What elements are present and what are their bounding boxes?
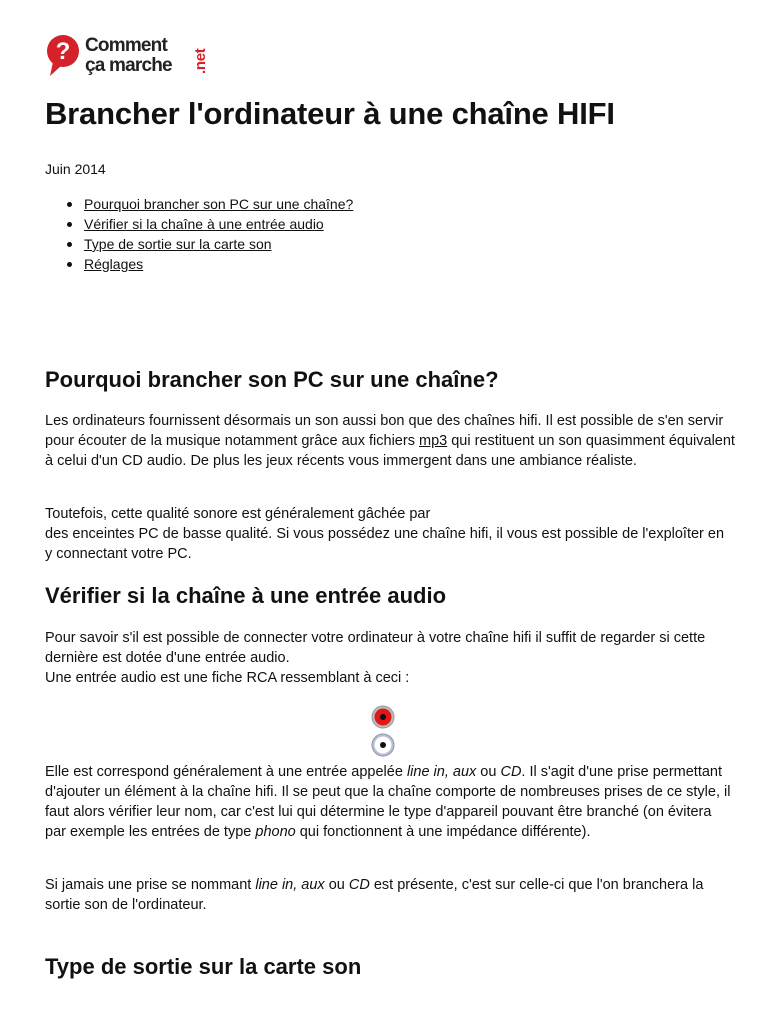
paragraph [45,504,735,564]
rca-connector-image [370,704,398,760]
paragraph-text: Pour savoir s'il est possible de connecter votre ordinateur à votre chaîne hifi il suffit de regarder si cette dernière est dotée d'une entrée audio. [45,630,706,666]
paragraph [45,628,735,688]
paragraph-text: ou [324,877,349,893]
paragraph [45,762,735,842]
section-heading-pourquoi: Pourquoi brancher son PC sur une chaîne? [45,367,499,392]
rca-jack-white [372,734,394,756]
rca-jack-red [372,706,394,728]
section-heading-verifier: Vérifier si la chaîne à une entrée audio [45,583,447,608]
italic-term: CD [348,877,370,893]
paragraph [45,411,735,471]
paragraph-text: qui restituent un son quasimment équivalent à celui d'un CD audio. De plus les jeux récents vous immergent dans une ambiance réaliste. [45,433,735,469]
paragraph [45,875,735,915]
toc-item [45,194,353,214]
toc-link-type-sortie[interactable]: Type de sortie sur la carte son [84,236,272,252]
italic-term: phono [255,824,296,840]
brand-name-line2: ça marche [85,55,172,76]
paragraph-text: est présente, c'est sur celle-ci que l'on branchera la sortie son de l'ordinateur. [45,877,704,913]
paragraph-text: Elle est correspond généralement à une entrée appelée [45,764,407,780]
site-logo[interactable] [45,34,215,80]
toc-item [45,214,353,234]
toc-link-pourquoi[interactable]: Pourquoi brancher son PC sur une chaîne? [84,196,354,212]
toc-link-verifier[interactable]: Vérifier si la chaîne à une entrée audio [84,216,324,232]
italic-term: line in, aux [406,764,477,780]
toc-item [45,254,353,274]
toc-link-reglages[interactable]: Réglages [84,256,144,272]
publish-date: Juin 2014 [45,161,106,177]
paragraph-text: des enceintes PC de basse qualité. Si vous possédez une chaîne hifi, il vous est possible de l'exploîter en y connectant votre PC. [45,526,725,562]
toc-item [45,234,353,254]
paragraph-text: ou [476,764,501,780]
paragraph-text: Si jamais une prise se nommant [45,877,256,893]
svg-text:?: ? [55,38,71,65]
paragraph-text: Toutefois, cette qualité sonore est généralement gâchée par [45,506,431,522]
table-of-contents [45,194,353,274]
question-bubble-icon [45,34,81,78]
paragraph-text: Les ordinateurs fournissent désormais un son aussi bon que des chaînes hifi. Il est possible de s'en servir pour écouter de la musique notamment grâce aux fichiers [45,413,724,449]
brand-suffix: .net [192,48,209,74]
paragraph-text: . Il s'agit d'une prise permettant d'ajouter un élément à la chaîne hifi. Il se peut que la chaîne comporte de nombreuses prises de ce style, il faut alors vérifier leur nom, car c'est lui qui détermine le type d'appareil pouvant être branché (on évitera par exemple les entrées de type [45,764,731,840]
page-title: Brancher l'ordinateur à une chaîne HIFI [45,96,615,131]
paragraph-text: qui fonctionnent à une impédance différente). [295,824,591,840]
brand-name-line1: Comment [85,35,168,56]
paragraph-text: Une entrée audio est une fiche RCA ressemblant à ceci : [45,670,410,686]
section-heading-type-sortie: Type de sortie sur la carte son [45,954,362,979]
mp3-link[interactable]: mp3 [418,433,448,449]
italic-term: line in, aux [255,877,325,893]
italic-term: CD [500,764,522,780]
